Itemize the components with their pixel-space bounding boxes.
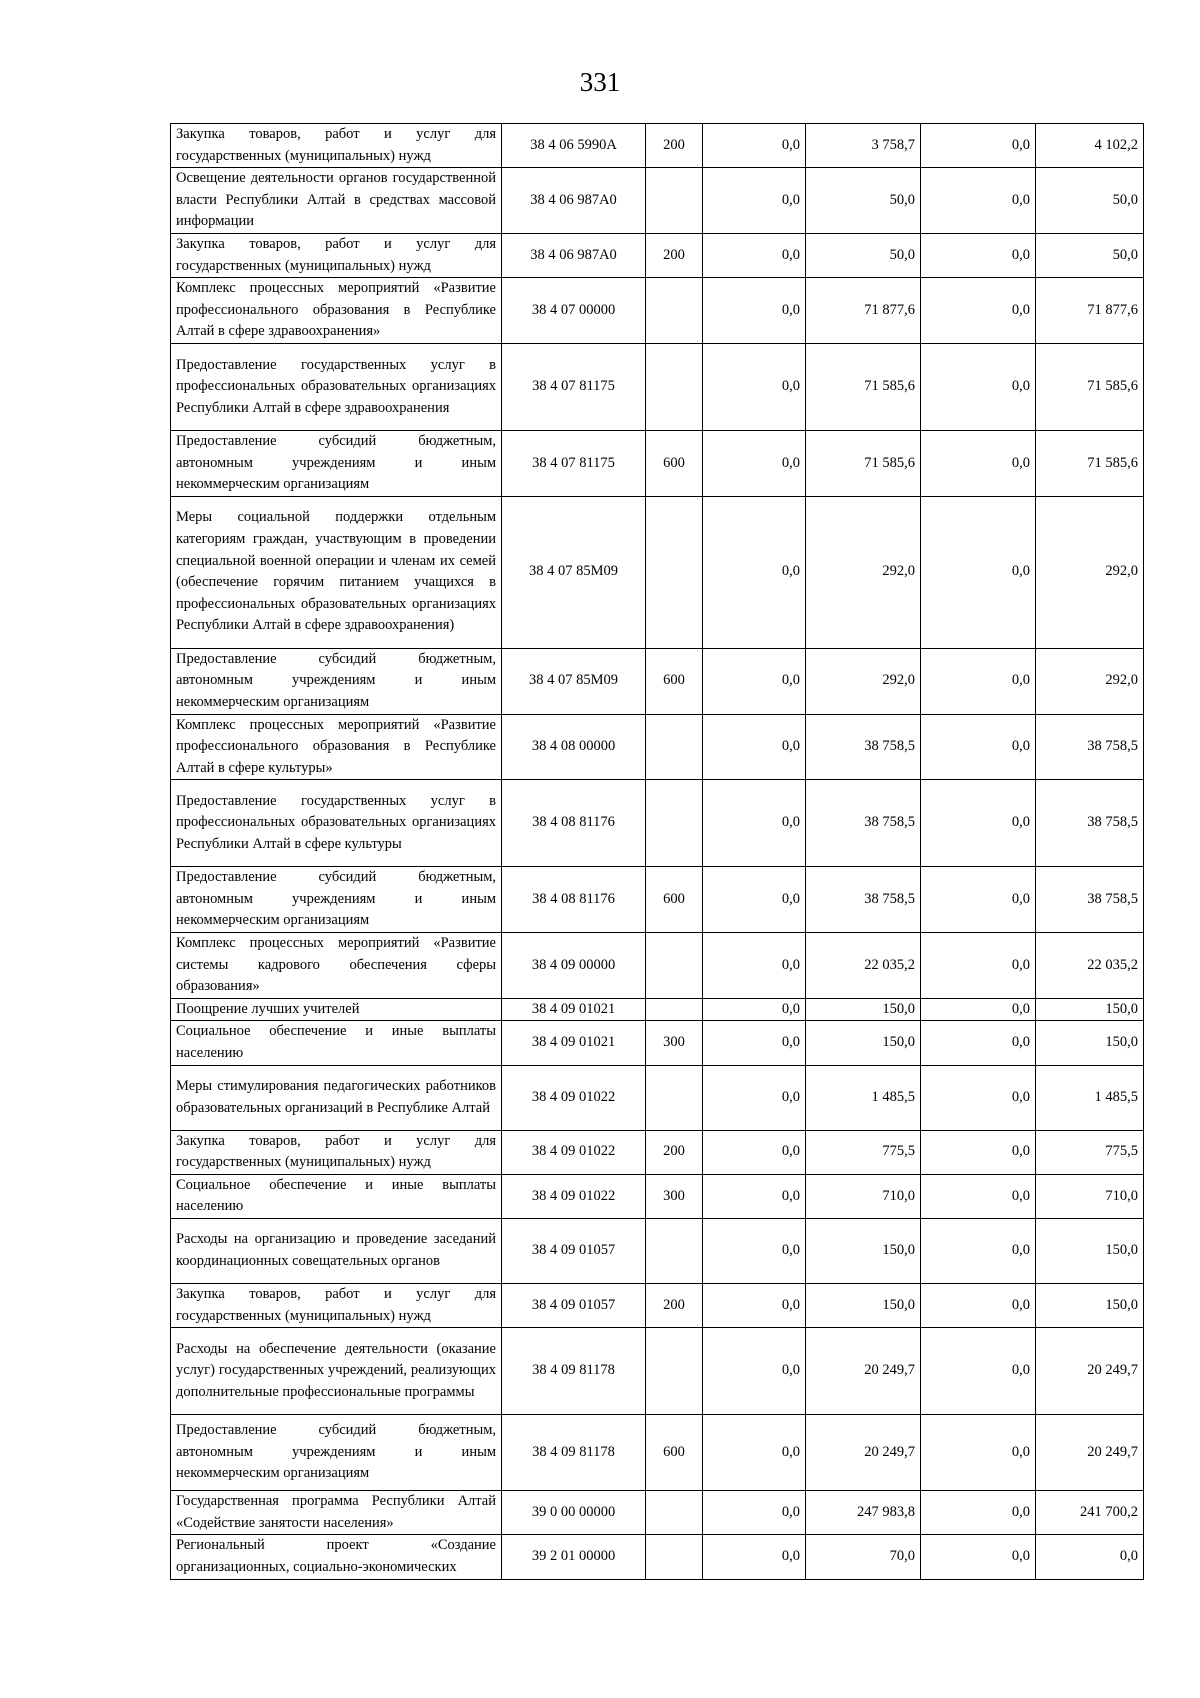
- row-name-cell: Расходы на обеспечение деятельности (оказание услуг) государственных учреждений, реализующих дополнительные профессиональные программы: [171, 1328, 502, 1415]
- row-expense-type-cell: 200: [646, 1130, 703, 1174]
- table-row: [171, 1328, 1144, 1415]
- row-code-cell: 38 4 09 01057: [502, 1284, 646, 1328]
- row-value-2-cell: 3 758,7: [806, 124, 921, 168]
- row-value-2-cell: 20 249,7: [806, 1415, 921, 1491]
- row-name-cell: Предоставление государственных услуг в профессиональных образовательных организациях Республики Алтай в сфере здравоохранения: [171, 343, 502, 430]
- row-code-cell: 38 4 09 01022: [502, 1174, 646, 1218]
- row-code-cell: 38 4 09 81178: [502, 1328, 646, 1415]
- row-name-cell: Предоставление субсидий бюджетным, автономным учреждениям и иным некоммерческим организациям: [171, 648, 502, 714]
- row-value-3-cell: 0,0: [921, 1021, 1036, 1065]
- row-code-cell: 38 4 07 85M09: [502, 496, 646, 648]
- row-value-3-cell: 0,0: [921, 933, 1036, 999]
- row-value-2-cell: 71 585,6: [806, 343, 921, 430]
- row-name-cell: Региональный проект «Создание организационных, социально-экономических: [171, 1535, 502, 1579]
- table-row: [171, 278, 1144, 344]
- row-code-cell: 38 4 09 01022: [502, 1130, 646, 1174]
- row-value-3-cell: 0,0: [921, 714, 1036, 780]
- row-expense-type-cell: [646, 780, 703, 867]
- row-name-cell: Освещение деятельности органов государственной власти Республики Алтай в средствах массовой информации: [171, 168, 502, 234]
- row-value-2-cell: 292,0: [806, 496, 921, 648]
- row-value-3-cell: 0,0: [921, 1491, 1036, 1535]
- row-value-4-cell: 775,5: [1036, 1130, 1144, 1174]
- row-value-1-cell: 0,0: [703, 1491, 806, 1535]
- row-value-2-cell: 150,0: [806, 998, 921, 1021]
- row-value-1-cell: 0,0: [703, 233, 806, 277]
- row-code-cell: 39 0 00 00000: [502, 1491, 646, 1535]
- row-name-cell: Социальное обеспечение и иные выплаты населению: [171, 1174, 502, 1218]
- row-value-1-cell: 0,0: [703, 780, 806, 867]
- row-name-cell: Закупка товаров, работ и услуг для государственных (муниципальных) нужд: [171, 233, 502, 277]
- row-value-4-cell: 22 035,2: [1036, 933, 1144, 999]
- row-value-3-cell: 0,0: [921, 430, 1036, 496]
- row-name-cell: Меры стимулирования педагогических работников образовательных организаций в Республике Алтай: [171, 1065, 502, 1130]
- table-row: [171, 867, 1144, 933]
- row-value-4-cell: 150,0: [1036, 998, 1144, 1021]
- row-code-cell: 38 4 06 987A0: [502, 168, 646, 234]
- row-value-4-cell: 20 249,7: [1036, 1328, 1144, 1415]
- row-name-cell: Закупка товаров, работ и услуг для государственных (муниципальных) нужд: [171, 1284, 502, 1328]
- row-expense-type-cell: 300: [646, 1174, 703, 1218]
- row-expense-type-cell: 600: [646, 430, 703, 496]
- row-value-3-cell: 0,0: [921, 1415, 1036, 1491]
- row-value-3-cell: 0,0: [921, 867, 1036, 933]
- row-code-cell: 38 4 09 81178: [502, 1415, 646, 1491]
- table-row: [171, 780, 1144, 867]
- row-name-cell: Закупка товаров, работ и услуг для государственных (муниципальных) нужд: [171, 1130, 502, 1174]
- row-value-3-cell: 0,0: [921, 1174, 1036, 1218]
- row-code-cell: 38 4 07 81175: [502, 343, 646, 430]
- row-code-cell: 38 4 07 81175: [502, 430, 646, 496]
- row-code-cell: 38 4 08 81176: [502, 780, 646, 867]
- row-value-4-cell: 38 758,5: [1036, 780, 1144, 867]
- table-row: [171, 124, 1144, 168]
- row-expense-type-cell: [646, 1219, 703, 1284]
- row-value-2-cell: 50,0: [806, 168, 921, 234]
- row-value-3-cell: 0,0: [921, 343, 1036, 430]
- row-value-4-cell: 292,0: [1036, 648, 1144, 714]
- table-row: [171, 1219, 1144, 1284]
- row-expense-type-cell: [646, 496, 703, 648]
- row-value-4-cell: 38 758,5: [1036, 867, 1144, 933]
- row-value-3-cell: 0,0: [921, 233, 1036, 277]
- row-value-4-cell: 71 585,6: [1036, 430, 1144, 496]
- row-value-4-cell: 38 758,5: [1036, 714, 1144, 780]
- row-code-cell: 38 4 07 85M09: [502, 648, 646, 714]
- row-value-1-cell: 0,0: [703, 1284, 806, 1328]
- row-name-cell: Закупка товаров, работ и услуг для государственных (муниципальных) нужд: [171, 124, 502, 168]
- row-expense-type-cell: [646, 933, 703, 999]
- row-value-3-cell: 0,0: [921, 496, 1036, 648]
- row-value-2-cell: 71 877,6: [806, 278, 921, 344]
- row-name-cell: Меры социальной поддержки отдельным категориям граждан, участвующим в проведении специальной военной операции и членам их семей (обеспечение горячим питанием учащихся в профессиональных образовательных организациях Республики Алтай в сфере здравоохранения): [171, 496, 502, 648]
- row-value-1-cell: 0,0: [703, 933, 806, 999]
- row-value-4-cell: 20 249,7: [1036, 1415, 1144, 1491]
- row-value-4-cell: 150,0: [1036, 1219, 1144, 1284]
- row-value-1-cell: 0,0: [703, 168, 806, 234]
- row-code-cell: 38 4 09 01021: [502, 1021, 646, 1065]
- row-name-cell: Поощрение лучших учителей: [171, 998, 502, 1021]
- row-value-2-cell: 1 485,5: [806, 1065, 921, 1130]
- row-name-cell: Расходы на организацию и проведение заседаний координационных совещательных органов: [171, 1219, 502, 1284]
- row-value-3-cell: 0,0: [921, 1065, 1036, 1130]
- table-row: [171, 1491, 1144, 1535]
- row-value-4-cell: 50,0: [1036, 168, 1144, 234]
- row-expense-type-cell: 200: [646, 233, 703, 277]
- row-value-2-cell: 150,0: [806, 1219, 921, 1284]
- table-row: [171, 1130, 1144, 1174]
- row-value-2-cell: 38 758,5: [806, 714, 921, 780]
- row-code-cell: 38 4 09 01022: [502, 1065, 646, 1130]
- row-value-2-cell: 71 585,6: [806, 430, 921, 496]
- row-value-2-cell: 20 249,7: [806, 1328, 921, 1415]
- row-value-3-cell: 0,0: [921, 648, 1036, 714]
- row-name-cell: Предоставление субсидий бюджетным, автономным учреждениям и иным некоммерческим организациям: [171, 867, 502, 933]
- row-value-4-cell: 292,0: [1036, 496, 1144, 648]
- row-value-2-cell: 70,0: [806, 1535, 921, 1579]
- table-row: [171, 430, 1144, 496]
- row-value-3-cell: 0,0: [921, 780, 1036, 867]
- row-value-2-cell: 50,0: [806, 233, 921, 277]
- table-row: [171, 233, 1144, 277]
- row-value-1-cell: 0,0: [703, 430, 806, 496]
- row-code-cell: 38 4 08 81176: [502, 867, 646, 933]
- table-row: [171, 998, 1144, 1021]
- row-expense-type-cell: 300: [646, 1021, 703, 1065]
- row-value-1-cell: 0,0: [703, 1328, 806, 1415]
- table-row: [171, 648, 1144, 714]
- row-value-4-cell: 150,0: [1036, 1021, 1144, 1065]
- table-row: [171, 1284, 1144, 1328]
- row-name-cell: Комплекс процессных мероприятий «Развитие профессионального образования в Республике Алтай в сфере культуры»: [171, 714, 502, 780]
- row-value-4-cell: 71 585,6: [1036, 343, 1144, 430]
- row-name-cell: Предоставление государственных услуг в профессиональных образовательных организациях Республики Алтай в сфере культуры: [171, 780, 502, 867]
- row-expense-type-cell: 600: [646, 1415, 703, 1491]
- row-name-cell: Предоставление субсидий бюджетным, автономным учреждениям и иным некоммерческим организациям: [171, 1415, 502, 1491]
- row-expense-type-cell: 200: [646, 1284, 703, 1328]
- row-expense-type-cell: [646, 1535, 703, 1579]
- row-value-1-cell: 0,0: [703, 124, 806, 168]
- row-value-1-cell: 0,0: [703, 867, 806, 933]
- table-row: [171, 1065, 1144, 1130]
- row-expense-type-cell: [646, 168, 703, 234]
- table-row: [171, 1174, 1144, 1218]
- row-name-cell: Социальное обеспечение и иные выплаты населению: [171, 1021, 502, 1065]
- row-name-cell: Комплекс процессных мероприятий «Развитие профессионального образования в Республике Алтай в сфере здравоохранения»: [171, 278, 502, 344]
- row-value-3-cell: 0,0: [921, 124, 1036, 168]
- table-row: [171, 1415, 1144, 1491]
- row-value-2-cell: 150,0: [806, 1284, 921, 1328]
- row-value-1-cell: 0,0: [703, 998, 806, 1021]
- table-row: [171, 1021, 1144, 1065]
- row-value-4-cell: 150,0: [1036, 1284, 1144, 1328]
- row-value-2-cell: 150,0: [806, 1021, 921, 1065]
- row-value-1-cell: 0,0: [703, 1065, 806, 1130]
- row-value-1-cell: 0,0: [703, 1021, 806, 1065]
- table-row: [171, 168, 1144, 234]
- row-value-3-cell: 0,0: [921, 998, 1036, 1021]
- row-name-cell: Государственная программа Республики Алтай «Содействие занятости населения»: [171, 1491, 502, 1535]
- row-expense-type-cell: [646, 998, 703, 1021]
- row-expense-type-cell: [646, 278, 703, 344]
- row-value-4-cell: 1 485,5: [1036, 1065, 1144, 1130]
- row-value-3-cell: 0,0: [921, 1535, 1036, 1579]
- row-expense-type-cell: 200: [646, 124, 703, 168]
- table-row: [171, 714, 1144, 780]
- table-row: [171, 933, 1144, 999]
- row-expense-type-cell: [646, 1328, 703, 1415]
- row-code-cell: 38 4 09 01057: [502, 1219, 646, 1284]
- row-value-4-cell: 0,0: [1036, 1535, 1144, 1579]
- table-row: [171, 343, 1144, 430]
- row-value-4-cell: 241 700,2: [1036, 1491, 1144, 1535]
- row-expense-type-cell: [646, 1491, 703, 1535]
- row-value-2-cell: 710,0: [806, 1174, 921, 1218]
- row-code-cell: 38 4 07 00000: [502, 278, 646, 344]
- row-value-1-cell: 0,0: [703, 1130, 806, 1174]
- row-code-cell: 38 4 06 5990A: [502, 124, 646, 168]
- row-value-4-cell: 71 877,6: [1036, 278, 1144, 344]
- row-value-4-cell: 710,0: [1036, 1174, 1144, 1218]
- row-expense-type-cell: [646, 343, 703, 430]
- row-value-1-cell: 0,0: [703, 1415, 806, 1491]
- row-value-2-cell: 38 758,5: [806, 780, 921, 867]
- row-value-1-cell: 0,0: [703, 496, 806, 648]
- row-expense-type-cell: 600: [646, 867, 703, 933]
- row-value-2-cell: 38 758,5: [806, 867, 921, 933]
- row-value-1-cell: 0,0: [703, 714, 806, 780]
- table-row: [171, 1535, 1144, 1579]
- table-body: [171, 124, 1144, 1580]
- row-value-3-cell: 0,0: [921, 1328, 1036, 1415]
- row-code-cell: 38 4 08 00000: [502, 714, 646, 780]
- row-value-3-cell: 0,0: [921, 168, 1036, 234]
- row-expense-type-cell: [646, 714, 703, 780]
- row-value-1-cell: 0,0: [703, 1535, 806, 1579]
- row-value-3-cell: 0,0: [921, 278, 1036, 344]
- row-value-1-cell: 0,0: [703, 1219, 806, 1284]
- row-code-cell: 38 4 06 987A0: [502, 233, 646, 277]
- row-expense-type-cell: [646, 1065, 703, 1130]
- row-name-cell: Предоставление субсидий бюджетным, автономным учреждениям и иным некоммерческим организациям: [171, 430, 502, 496]
- row-code-cell: 39 2 01 00000: [502, 1535, 646, 1579]
- row-value-4-cell: 50,0: [1036, 233, 1144, 277]
- row-value-3-cell: 0,0: [921, 1284, 1036, 1328]
- row-code-cell: 38 4 09 00000: [502, 933, 646, 999]
- row-value-1-cell: 0,0: [703, 343, 806, 430]
- row-value-2-cell: 775,5: [806, 1130, 921, 1174]
- row-value-2-cell: 22 035,2: [806, 933, 921, 999]
- row-value-1-cell: 0,0: [703, 648, 806, 714]
- page-number: 331: [579, 67, 621, 97]
- row-value-2-cell: 292,0: [806, 648, 921, 714]
- row-value-3-cell: 0,0: [921, 1130, 1036, 1174]
- budget-table: [170, 123, 1144, 1580]
- row-value-3-cell: 0,0: [921, 1219, 1036, 1284]
- row-name-cell: Комплекс процессных мероприятий «Развитие системы кадрового обеспечения сферы образования»: [171, 933, 502, 999]
- row-value-2-cell: 247 983,8: [806, 1491, 921, 1535]
- row-code-cell: 38 4 09 01021: [502, 998, 646, 1021]
- row-value-1-cell: 0,0: [703, 278, 806, 344]
- row-value-1-cell: 0,0: [703, 1174, 806, 1218]
- row-value-4-cell: 4 102,2: [1036, 124, 1144, 168]
- table-row: [171, 496, 1144, 648]
- row-expense-type-cell: 600: [646, 648, 703, 714]
